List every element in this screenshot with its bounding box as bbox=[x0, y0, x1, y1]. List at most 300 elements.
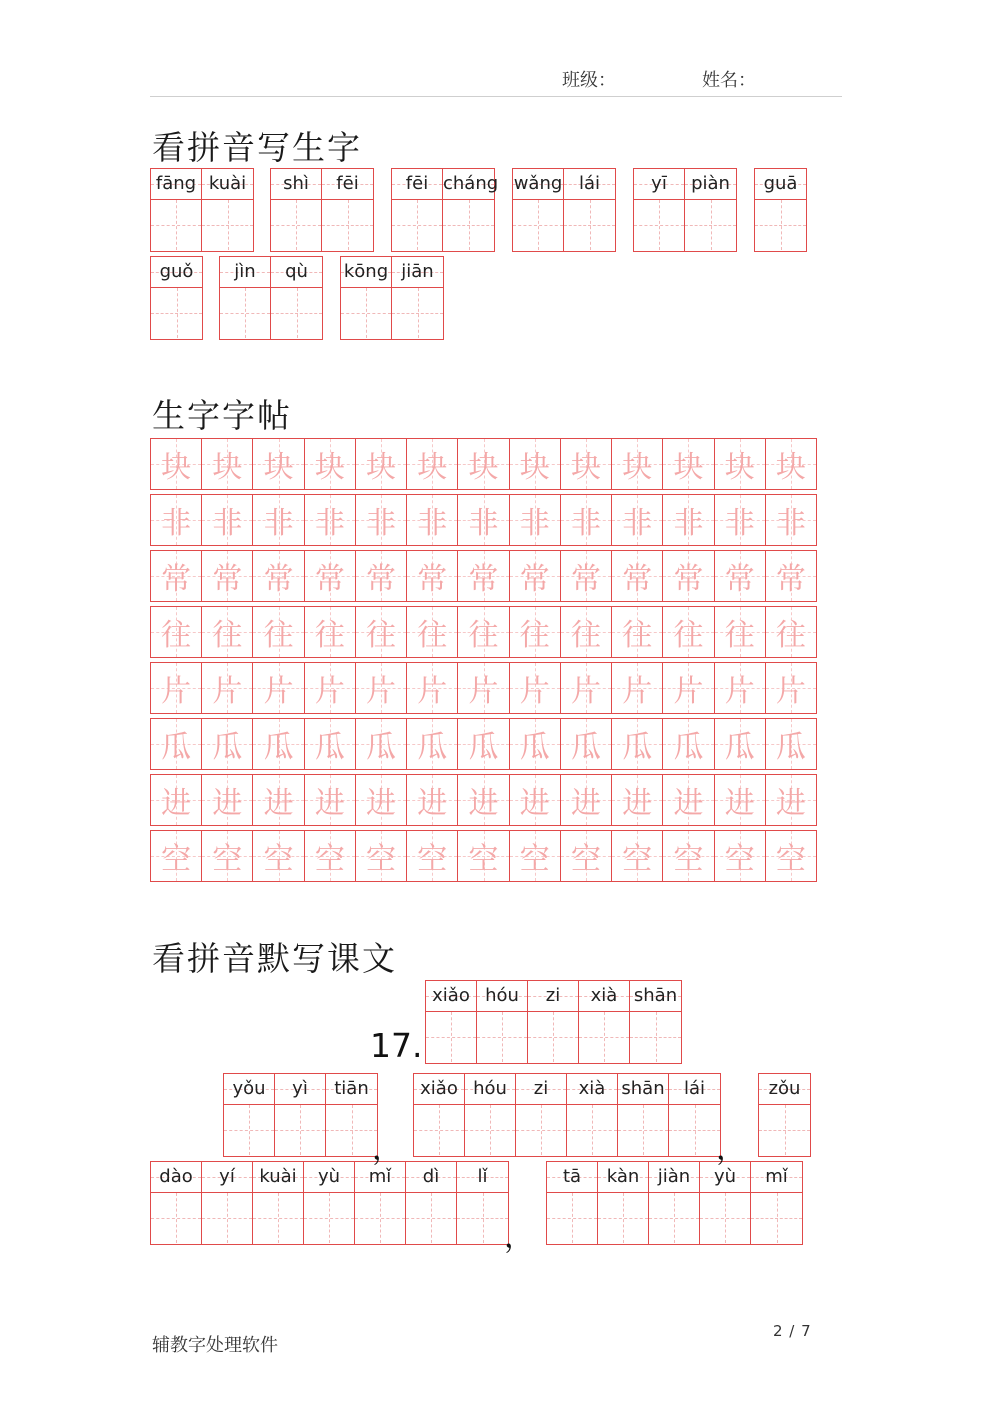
tracing-cell[interactable] bbox=[663, 663, 714, 713]
writing-cell[interactable] bbox=[649, 1162, 700, 1244]
tracing-cell[interactable] bbox=[510, 831, 561, 881]
tracing-character: 片 bbox=[724, 674, 755, 709]
writing-cell[interactable] bbox=[567, 1074, 618, 1156]
tracing-character: 进 bbox=[314, 786, 345, 821]
tracing-cell[interactable] bbox=[305, 607, 356, 657]
pinyin-text: yǒu bbox=[232, 1078, 266, 1099]
character-box[interactable] bbox=[271, 200, 321, 250]
tracing-character: 进 bbox=[724, 786, 755, 821]
pinyin-box bbox=[341, 257, 391, 288]
tracing-character: 瓜 bbox=[775, 730, 806, 765]
writing-cell[interactable] bbox=[547, 1162, 598, 1244]
pinyin-box bbox=[304, 1162, 354, 1193]
tracing-character: 块 bbox=[314, 450, 345, 485]
tracing-cell[interactable] bbox=[202, 719, 253, 769]
tracing-cell[interactable] bbox=[663, 439, 714, 489]
character-box[interactable] bbox=[516, 1105, 566, 1155]
tracing-cell[interactable] bbox=[766, 831, 816, 881]
tracing-cell[interactable] bbox=[202, 607, 253, 657]
character-box[interactable] bbox=[443, 200, 494, 250]
pinyin-text: lái bbox=[578, 173, 601, 194]
character-box[interactable] bbox=[414, 1105, 464, 1155]
writing-cell[interactable] bbox=[151, 169, 202, 251]
tracing-cell[interactable] bbox=[151, 551, 202, 601]
header-divider bbox=[150, 96, 842, 97]
tracing-cell[interactable] bbox=[663, 831, 714, 881]
tracing-cell[interactable] bbox=[253, 663, 304, 713]
lesson-title-group bbox=[425, 980, 682, 1064]
character-box[interactable] bbox=[202, 1193, 252, 1243]
tracing-character: 片 bbox=[570, 674, 601, 709]
tracing-cell[interactable] bbox=[766, 495, 816, 545]
tracing-cell[interactable] bbox=[305, 719, 356, 769]
tracing-cell[interactable] bbox=[458, 439, 509, 489]
pinyin-box bbox=[151, 257, 202, 288]
character-box[interactable] bbox=[275, 1105, 325, 1155]
tracing-character: 进 bbox=[366, 786, 397, 821]
tracing-cell[interactable] bbox=[766, 607, 816, 657]
tracing-cell[interactable] bbox=[561, 719, 612, 769]
writing-cell[interactable] bbox=[516, 1074, 567, 1156]
tracing-cell[interactable] bbox=[561, 831, 612, 881]
tracing-character: 片 bbox=[212, 674, 243, 709]
writing-cell[interactable] bbox=[392, 169, 443, 251]
tracing-cell[interactable] bbox=[253, 719, 304, 769]
tracing-cell[interactable] bbox=[202, 551, 253, 601]
pinyin-text: fēi bbox=[336, 173, 359, 194]
tracing-cell[interactable] bbox=[663, 551, 714, 601]
character-box[interactable] bbox=[322, 200, 373, 250]
tracing-cell[interactable] bbox=[612, 607, 663, 657]
tracing-cell[interactable] bbox=[458, 551, 509, 601]
writing-cell[interactable] bbox=[392, 257, 443, 339]
tracing-cell[interactable] bbox=[715, 439, 766, 489]
writing-cell[interactable] bbox=[426, 981, 477, 1063]
tracing-cell[interactable] bbox=[151, 607, 202, 657]
tracing-character: 进 bbox=[417, 786, 448, 821]
writing-cell[interactable] bbox=[202, 1162, 253, 1244]
tracing-cell[interactable] bbox=[663, 495, 714, 545]
pinyin-box bbox=[426, 981, 476, 1012]
writing-cell[interactable] bbox=[220, 257, 271, 339]
character-box[interactable] bbox=[406, 1193, 456, 1243]
tracing-cell[interactable] bbox=[356, 663, 407, 713]
pinyin-text: guǒ bbox=[159, 261, 194, 282]
tracing-cell[interactable] bbox=[612, 439, 663, 489]
tracing-cell[interactable] bbox=[305, 663, 356, 713]
character-box[interactable] bbox=[634, 200, 684, 250]
tracing-character: 块 bbox=[673, 450, 704, 485]
tracing-cell[interactable] bbox=[407, 439, 458, 489]
writing-cell[interactable] bbox=[579, 981, 630, 1063]
tracing-character: 常 bbox=[161, 562, 192, 597]
tracing-cell[interactable] bbox=[202, 439, 253, 489]
tracing-cell[interactable] bbox=[253, 607, 304, 657]
writing-cell[interactable] bbox=[151, 257, 202, 339]
tracing-character: 块 bbox=[622, 450, 653, 485]
tracing-cell[interactable] bbox=[663, 719, 714, 769]
writing-cell[interactable] bbox=[700, 1162, 751, 1244]
character-box[interactable] bbox=[202, 200, 253, 250]
tracing-character: 进 bbox=[468, 786, 499, 821]
tracing-character: 块 bbox=[263, 450, 294, 485]
tracing-cell[interactable] bbox=[510, 495, 561, 545]
pinyin-text: yù bbox=[317, 1166, 341, 1187]
tracing-character: 块 bbox=[468, 450, 499, 485]
pinyin-box bbox=[457, 1162, 508, 1193]
character-box[interactable] bbox=[326, 1105, 377, 1155]
character-box[interactable] bbox=[579, 1012, 629, 1062]
tracing-cell[interactable] bbox=[407, 551, 458, 601]
tracing-character: 非 bbox=[263, 506, 294, 541]
writing-cell[interactable] bbox=[564, 169, 615, 251]
tracing-character: 块 bbox=[366, 450, 397, 485]
writing-cell[interactable] bbox=[465, 1074, 516, 1156]
tracing-cell[interactable] bbox=[612, 719, 663, 769]
tracing-character: 常 bbox=[673, 562, 704, 597]
character-box[interactable] bbox=[751, 1193, 802, 1243]
writing-cell[interactable] bbox=[253, 1162, 304, 1244]
tracing-cell[interactable] bbox=[715, 831, 766, 881]
character-box[interactable] bbox=[220, 288, 270, 338]
tracing-character: 瓜 bbox=[673, 730, 704, 765]
tracing-character: 片 bbox=[519, 674, 550, 709]
tracing-cell[interactable] bbox=[151, 495, 202, 545]
tracing-cell[interactable] bbox=[202, 775, 253, 825]
tracing-character: 进 bbox=[570, 786, 601, 821]
character-box[interactable] bbox=[513, 200, 563, 250]
tracing-cell[interactable] bbox=[612, 663, 663, 713]
tracing-cell[interactable] bbox=[151, 439, 202, 489]
tracing-character: 片 bbox=[417, 674, 448, 709]
character-box[interactable] bbox=[253, 1193, 303, 1243]
tracing-character: 常 bbox=[314, 562, 345, 597]
tracing-character: 进 bbox=[673, 786, 704, 821]
pinyin-box bbox=[271, 169, 321, 200]
tracing-character: 瓜 bbox=[366, 730, 397, 765]
tracing-cell[interactable] bbox=[407, 719, 458, 769]
tracing-character: 非 bbox=[519, 506, 550, 541]
writing-cell[interactable] bbox=[443, 169, 499, 251]
tracing-cell[interactable] bbox=[407, 607, 458, 657]
writing-cell[interactable] bbox=[304, 1162, 355, 1244]
pinyin-group bbox=[391, 168, 499, 252]
tracing-character: 进 bbox=[212, 786, 243, 821]
character-box[interactable] bbox=[341, 288, 391, 338]
writing-cell[interactable] bbox=[457, 1162, 508, 1244]
tracing-cell[interactable] bbox=[356, 831, 407, 881]
tracing-cell[interactable] bbox=[305, 495, 356, 545]
tracing-cell[interactable] bbox=[663, 607, 714, 657]
tracing-cell[interactable] bbox=[202, 663, 253, 713]
tracing-cell[interactable] bbox=[151, 663, 202, 713]
pinyin-text: guā bbox=[763, 173, 798, 194]
tracing-cell[interactable] bbox=[202, 495, 253, 545]
tracing-cell[interactable] bbox=[407, 663, 458, 713]
writing-cell[interactable] bbox=[275, 1074, 326, 1156]
pinyin-box bbox=[326, 1074, 377, 1105]
tracing-cell[interactable] bbox=[458, 719, 509, 769]
pinyin-box bbox=[751, 1162, 802, 1193]
tracing-character: 常 bbox=[724, 562, 755, 597]
pinyin-text: lǐ bbox=[477, 1166, 488, 1187]
writing-cell[interactable] bbox=[406, 1162, 457, 1244]
tracing-cell[interactable] bbox=[663, 775, 714, 825]
tracing-cell[interactable] bbox=[561, 551, 612, 601]
pinyin-text: shān bbox=[621, 1078, 665, 1099]
tracing-character: 往 bbox=[468, 618, 499, 653]
writing-cell[interactable] bbox=[151, 1162, 202, 1244]
pinyin-text: shì bbox=[283, 173, 309, 194]
writing-cell[interactable] bbox=[322, 169, 373, 251]
character-box[interactable] bbox=[755, 200, 806, 250]
writing-cell[interactable] bbox=[759, 1074, 810, 1156]
tracing-cell[interactable] bbox=[766, 663, 816, 713]
copybook-row bbox=[150, 550, 817, 602]
tracing-cell[interactable] bbox=[715, 495, 766, 545]
tracing-cell[interactable] bbox=[356, 775, 407, 825]
pinyin-box bbox=[202, 169, 253, 200]
character-box[interactable] bbox=[151, 200, 201, 250]
pinyin-text: fāng bbox=[155, 173, 197, 194]
pinyin-box bbox=[516, 1074, 566, 1105]
pinyin-text: fēi bbox=[405, 173, 429, 194]
tracing-cell[interactable] bbox=[510, 663, 561, 713]
name-label: 姓名： bbox=[702, 70, 756, 91]
tracing-character: 往 bbox=[212, 618, 243, 653]
tracing-character: 空 bbox=[570, 842, 601, 877]
tracing-cell[interactable] bbox=[305, 831, 356, 881]
writing-cell[interactable] bbox=[598, 1162, 649, 1244]
tracing-cell[interactable] bbox=[253, 439, 304, 489]
copybook-row bbox=[150, 718, 817, 770]
tracing-character: 常 bbox=[263, 562, 294, 597]
pinyin-box bbox=[406, 1162, 456, 1193]
tracing-cell[interactable] bbox=[458, 831, 509, 881]
tracing-cell[interactable] bbox=[561, 775, 612, 825]
character-box[interactable] bbox=[457, 1193, 508, 1243]
tracing-cell[interactable] bbox=[202, 831, 253, 881]
tracing-cell[interactable] bbox=[715, 719, 766, 769]
tracing-cell[interactable] bbox=[715, 775, 766, 825]
pinyin-box bbox=[477, 981, 527, 1012]
tracing-cell[interactable] bbox=[561, 607, 612, 657]
pinyin-text: yù bbox=[713, 1166, 737, 1187]
character-box[interactable] bbox=[598, 1193, 648, 1243]
character-box[interactable] bbox=[618, 1105, 668, 1155]
tracing-cell[interactable] bbox=[356, 607, 407, 657]
tracing-character: 片 bbox=[366, 674, 397, 709]
comma: ， bbox=[716, 1132, 746, 1167]
tracing-character: 空 bbox=[314, 842, 345, 877]
tracing-cell[interactable] bbox=[715, 551, 766, 601]
character-box[interactable] bbox=[151, 1193, 201, 1243]
pinyin-box bbox=[151, 1162, 201, 1193]
tracing-cell[interactable] bbox=[305, 775, 356, 825]
writing-cell[interactable] bbox=[685, 169, 736, 251]
pinyin-box bbox=[202, 1162, 252, 1193]
tracing-cell[interactable] bbox=[407, 775, 458, 825]
character-box[interactable] bbox=[630, 1012, 681, 1062]
character-box[interactable] bbox=[477, 1012, 527, 1062]
pinyin-group bbox=[512, 168, 616, 252]
pinyin-group bbox=[633, 168, 737, 252]
writing-cell[interactable] bbox=[271, 257, 322, 339]
pinyin-group bbox=[219, 256, 323, 340]
writing-cell[interactable] bbox=[202, 169, 253, 251]
character-box[interactable] bbox=[271, 288, 322, 338]
character-box[interactable] bbox=[304, 1193, 354, 1243]
comma: ， bbox=[372, 1132, 402, 1167]
tracing-cell[interactable] bbox=[356, 719, 407, 769]
pinyin-text: zǒu bbox=[768, 1078, 801, 1099]
page-number: 2 / 7 bbox=[773, 1322, 812, 1340]
pinyin-group bbox=[150, 168, 254, 252]
pinyin-box bbox=[579, 981, 629, 1012]
writing-cell[interactable] bbox=[630, 981, 681, 1063]
writing-cell[interactable] bbox=[326, 1074, 377, 1156]
copybook-row bbox=[150, 438, 817, 490]
writing-cell[interactable] bbox=[341, 257, 392, 339]
pinyin-group bbox=[150, 256, 203, 340]
tracing-cell[interactable] bbox=[510, 719, 561, 769]
character-box[interactable] bbox=[759, 1105, 810, 1155]
tracing-cell[interactable] bbox=[766, 439, 816, 489]
tracing-cell[interactable] bbox=[510, 439, 561, 489]
character-box[interactable] bbox=[151, 288, 202, 338]
tracing-character: 非 bbox=[161, 506, 192, 541]
tracing-cell[interactable] bbox=[356, 495, 407, 545]
dictation-group bbox=[150, 1161, 509, 1245]
tracing-character: 常 bbox=[622, 562, 653, 597]
writing-cell[interactable] bbox=[414, 1074, 465, 1156]
class-label: 班级： bbox=[562, 70, 616, 91]
character-box[interactable] bbox=[528, 1012, 578, 1062]
tracing-cell[interactable] bbox=[356, 551, 407, 601]
dictation-group bbox=[758, 1073, 811, 1157]
writing-cell[interactable] bbox=[669, 1074, 720, 1156]
writing-cell[interactable] bbox=[477, 981, 528, 1063]
tracing-character: 空 bbox=[673, 842, 704, 877]
tracing-character: 瓜 bbox=[417, 730, 448, 765]
tracing-cell[interactable] bbox=[305, 439, 356, 489]
tracing-cell[interactable] bbox=[305, 551, 356, 601]
pinyin-box bbox=[271, 257, 322, 288]
character-box[interactable] bbox=[392, 200, 442, 250]
writing-cell[interactable] bbox=[224, 1074, 275, 1156]
pinyin-box bbox=[224, 1074, 274, 1105]
pinyin-box bbox=[528, 981, 578, 1012]
tracing-cell[interactable] bbox=[510, 551, 561, 601]
tracing-cell[interactable] bbox=[458, 775, 509, 825]
character-box[interactable] bbox=[355, 1193, 405, 1243]
pinyin-text: tiān bbox=[334, 1078, 369, 1099]
writing-cell[interactable] bbox=[271, 169, 322, 251]
tracing-cell[interactable] bbox=[612, 551, 663, 601]
tracing-cell[interactable] bbox=[151, 831, 202, 881]
tracing-character: 瓜 bbox=[570, 730, 601, 765]
pinyin-box bbox=[755, 169, 806, 200]
character-box[interactable] bbox=[564, 200, 615, 250]
tracing-cell[interactable] bbox=[766, 551, 816, 601]
tracing-cell[interactable] bbox=[458, 495, 509, 545]
tracing-character: 非 bbox=[622, 506, 653, 541]
tracing-cell[interactable] bbox=[151, 719, 202, 769]
tracing-cell[interactable] bbox=[253, 495, 304, 545]
pinyin-box bbox=[567, 1074, 617, 1105]
pinyin-box bbox=[598, 1162, 648, 1193]
tracing-cell[interactable] bbox=[510, 775, 561, 825]
tracing-cell[interactable] bbox=[151, 775, 202, 825]
tracing-character: 瓜 bbox=[468, 730, 499, 765]
tracing-character: 非 bbox=[724, 506, 755, 541]
tracing-cell[interactable] bbox=[561, 663, 612, 713]
writing-cell[interactable] bbox=[634, 169, 685, 251]
character-box[interactable] bbox=[649, 1193, 699, 1243]
pinyin-text: yí bbox=[219, 1166, 235, 1187]
tracing-cell[interactable] bbox=[407, 495, 458, 545]
tracing-cell[interactable] bbox=[561, 495, 612, 545]
dictation-group bbox=[546, 1161, 803, 1245]
pinyin-text: wǎng bbox=[513, 173, 563, 194]
tracing-cell[interactable] bbox=[561, 439, 612, 489]
tracing-cell[interactable] bbox=[715, 663, 766, 713]
character-box[interactable] bbox=[547, 1193, 597, 1243]
pinyin-box bbox=[634, 169, 684, 200]
tracing-character: 块 bbox=[161, 450, 192, 485]
tracing-character: 进 bbox=[519, 786, 550, 821]
writing-cell[interactable] bbox=[528, 981, 579, 1063]
character-box[interactable] bbox=[392, 288, 443, 338]
tracing-cell[interactable] bbox=[612, 495, 663, 545]
pinyin-text: jìn bbox=[234, 261, 256, 282]
tracing-character: 非 bbox=[366, 506, 397, 541]
pinyin-box bbox=[547, 1162, 597, 1193]
character-box[interactable] bbox=[567, 1105, 617, 1155]
writing-cell[interactable] bbox=[618, 1074, 669, 1156]
writing-cell[interactable] bbox=[513, 169, 564, 251]
character-box[interactable] bbox=[426, 1012, 476, 1062]
tracing-cell[interactable] bbox=[612, 831, 663, 881]
pinyin-box bbox=[253, 1162, 303, 1193]
writing-cell[interactable] bbox=[755, 169, 806, 251]
character-box[interactable] bbox=[685, 200, 736, 250]
tracing-character: 进 bbox=[775, 786, 806, 821]
tracing-cell[interactable] bbox=[458, 607, 509, 657]
pinyin-box bbox=[220, 257, 270, 288]
tracing-cell[interactable] bbox=[253, 831, 304, 881]
character-box[interactable] bbox=[669, 1105, 720, 1155]
character-box[interactable] bbox=[224, 1105, 274, 1155]
character-box[interactable] bbox=[700, 1193, 750, 1243]
tracing-cell[interactable] bbox=[458, 663, 509, 713]
tracing-cell[interactable] bbox=[715, 607, 766, 657]
tracing-cell[interactable] bbox=[766, 719, 816, 769]
tracing-cell[interactable] bbox=[510, 607, 561, 657]
writing-cell[interactable] bbox=[355, 1162, 406, 1244]
tracing-cell[interactable] bbox=[253, 775, 304, 825]
tracing-character: 往 bbox=[263, 618, 294, 653]
tracing-cell[interactable] bbox=[407, 831, 458, 881]
tracing-cell[interactable] bbox=[356, 439, 407, 489]
pinyin-text: yì bbox=[292, 1078, 308, 1099]
writing-cell[interactable] bbox=[751, 1162, 802, 1244]
tracing-character: 常 bbox=[775, 562, 806, 597]
character-box[interactable] bbox=[465, 1105, 515, 1155]
tracing-cell[interactable] bbox=[766, 775, 816, 825]
tracing-cell[interactable] bbox=[253, 551, 304, 601]
tracing-cell[interactable] bbox=[612, 775, 663, 825]
